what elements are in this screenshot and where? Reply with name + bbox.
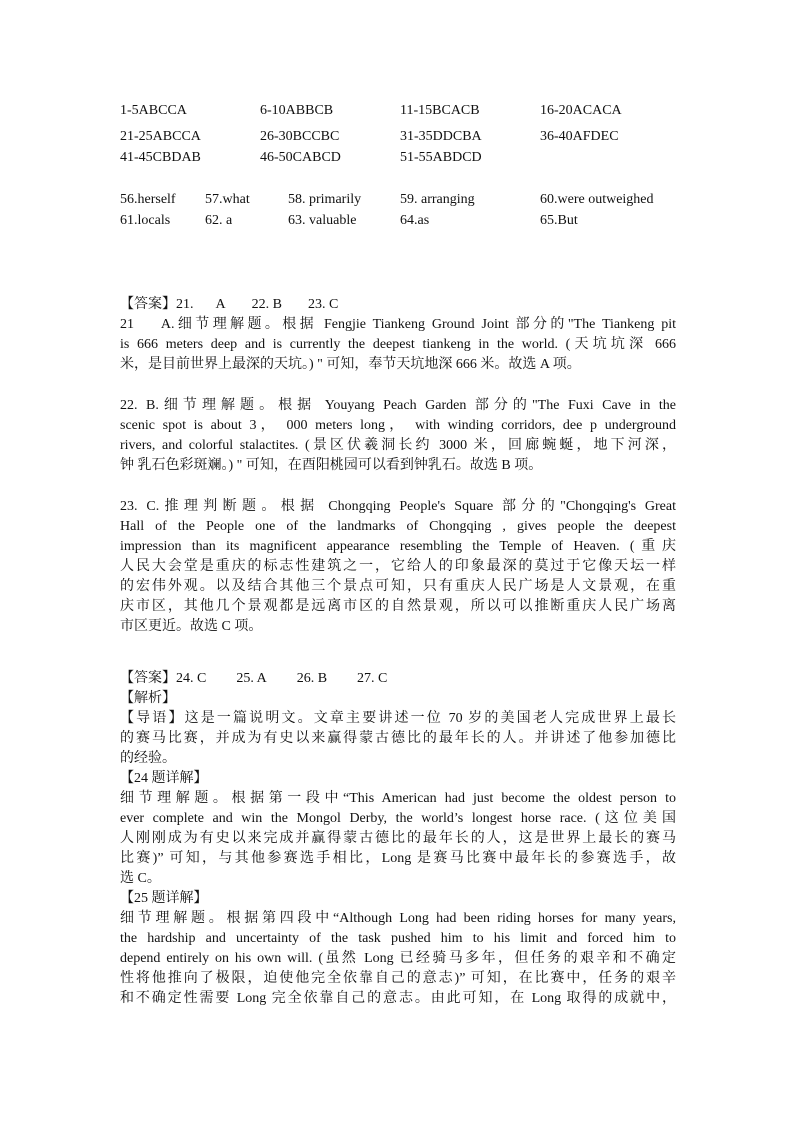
explanation-25	[120, 909, 676, 1009]
text-line: 细节理解题。根据第四段中“Although Long had been riding horses for many years,	[120, 911, 676, 926]
text-line: 21 A.细节理解题。根据 Fengjie Tiankeng Ground Joint 部分的"The Tiankeng pit	[120, 317, 676, 332]
answer-27: 27. C	[357, 671, 388, 686]
answer-23: 23. C	[307, 297, 339, 312]
mcq-cell: 11-15BCACB	[400, 103, 480, 118]
fill-cell: 62. a	[205, 213, 233, 228]
text-line: 的宏伟外观。以及结合其他三个景点可知，只有重庆人民广场是人文景观，在重	[120, 579, 676, 594]
text-line: Hall of the People one of the landmarks of Chongqing , gives people the deepest	[120, 519, 676, 534]
explanation-24	[120, 789, 676, 889]
fill-cell: 60.were outweighed	[540, 192, 654, 207]
mcq-cell: 36-40AFDEC	[540, 129, 619, 144]
mcq-cell: 31-35DDCBA	[400, 129, 482, 144]
mcq-cell: 16-20ACACA	[540, 103, 622, 118]
mcq-cell: 41-45CBDAB	[120, 150, 201, 165]
answer-25: 25. A	[236, 671, 267, 686]
text-line: 22. B.细节理解题。根据 Youyang Peach Garden 部分的"The Fuxi Cave in the	[120, 398, 676, 413]
section-24-27	[120, 669, 676, 1009]
text-line: is 666 meters deep and is currently the deepest tiankeng in the world. (天坑坑深 666	[120, 337, 676, 352]
text-line: the hardship and uncertainty of the task pushed him to his limit and forced him to	[120, 931, 676, 946]
text-line: impression than its magnificent appearance resembling the Temple of Heaven. (重庆	[120, 539, 676, 554]
text-line: 庆市区，其他几个景观都是远离市区的自然景观，所以可以推断重庆人民广场离	[120, 599, 676, 614]
fill-cell: 59. arranging	[400, 192, 475, 207]
answer-header	[120, 669, 676, 689]
explanation-23	[120, 497, 676, 637]
text-line: scenic spot is about 3， 000 meters long， with winding corridors, dee p underground	[120, 418, 676, 433]
text-line: 的经验。	[120, 751, 176, 766]
answer-26: 26. B	[296, 671, 328, 686]
text-line: rivers, and colorful stalactites. (景区伏羲洞长约 3000 米，回廊蜿蜒，地下河深，	[120, 438, 676, 453]
explanation-22	[120, 396, 676, 476]
text-line: 细节理解题。根据第一段中“This American had just become the oldest person to	[120, 791, 676, 806]
fill-cell: 56.herself	[120, 192, 176, 207]
fill-cell: 58. primarily	[288, 192, 362, 207]
text-line: 的赛马比赛，并成为有史以来赢得蒙古德比的最年长的人。并讲述了他参加德比	[120, 731, 676, 746]
fill-cell: 57.what	[205, 192, 250, 207]
mcq-cell: 6-10ABBCB	[260, 103, 334, 118]
mcq-cell: 26-30BCCBC	[260, 129, 340, 144]
mcq-cell: 21-25ABCCA	[120, 129, 201, 144]
mcq-cell: 46-50CABCD	[260, 150, 341, 165]
answer-header	[120, 295, 676, 315]
section-21-23	[120, 295, 676, 637]
fill-cell: 65.But	[540, 213, 578, 228]
q24-title: 【24 题详解】	[120, 771, 208, 786]
text-line: 性将他推向了极限，迫使他完全依靠自己的意志)” 可知，在比赛中，任务的艰辛	[120, 971, 676, 986]
text-line: 【导语】这是一篇说明文。文章主要讲述一位 70 岁的美国老人完成世界上最长	[120, 711, 676, 726]
answer-label: 【答案】21.	[120, 297, 194, 312]
text-line: 钟 乳石色彩斑斓。) " 可知，在酉阳桃园可以看到钟乳石。故选 B 项。	[120, 458, 543, 473]
mcq-cell: 1-5ABCCA	[120, 103, 187, 118]
fill-cell: 61.locals	[120, 213, 171, 228]
answer-21: A	[215, 297, 226, 312]
text-line: 米，是目前世界上最深的天坑。) " 可知，奉节天坑地深 666 米。故选 A 项。	[120, 357, 581, 372]
text-line: 和不确定性需要 Long 完全依靠自己的意志。由此可知，在 Long 取得的成就中，	[120, 991, 676, 1006]
text-line: 人民大会堂是重庆的标志性建筑之一，它给人的印象最深的莫过于它像天坛一样	[120, 559, 676, 574]
text-line: 选 C。	[120, 871, 161, 886]
answer-label: 【答案】24. C	[120, 671, 207, 686]
guide	[120, 709, 676, 769]
text-line: 比赛)” 可知，与其他参赛选手相比，Long 是赛马比赛中最年长的参赛选手，故	[120, 851, 676, 866]
text-line: 人刚刚成为有史以来完成并赢得蒙古德比的最年长的人，这是世界上最长的赛马	[120, 831, 676, 846]
text-line: 23. C.推理判断题。根据 Chongqing People's Square 部分的"Chongqing's Great	[120, 499, 676, 514]
text-line: depend entirely on his own will. (虽然 Long 已经骑马多年，但任务的艰辛和不确定	[120, 951, 676, 966]
analysis-label: 【解析】	[120, 691, 176, 706]
mcq-cell: 51-55ABDCD	[400, 150, 482, 165]
fill-cell: 64.as	[400, 213, 430, 228]
text-line: 市区更近。故选 C 项。	[120, 619, 263, 634]
fill-cell: 63. valuable	[288, 213, 357, 228]
q25-title: 【25 题详解】	[120, 891, 208, 906]
explanation-21	[120, 315, 676, 375]
answer-22: 22. B	[251, 297, 282, 312]
text-line: ever complete and win the Mongol Derby, the world’s longest horse race. (这位美国	[120, 811, 676, 826]
